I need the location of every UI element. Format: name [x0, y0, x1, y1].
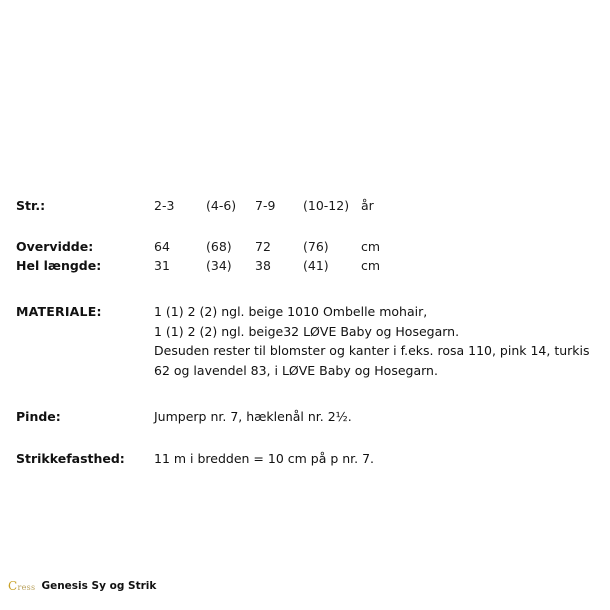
material-line-1: 1 (1) 2 (2) ngl. beige 1010 Ombelle mohair,	[154, 304, 428, 319]
measurement-label-length: Hel længde:	[16, 258, 102, 273]
brand-logo-initial: C	[8, 579, 18, 593]
size-label: Str.:	[16, 198, 46, 213]
needles-row	[16, 407, 594, 427]
gauge-row	[16, 449, 594, 469]
brand-logo-icon	[8, 579, 36, 593]
needles-label: Pinde:	[16, 409, 61, 424]
gauge-text: 11 m i bredden = 10 cm på p nr. 7.	[154, 450, 375, 466]
measurement-values-length	[154, 256, 594, 275]
chest-value-4: (76)	[303, 239, 329, 254]
material-line-4: 62 og lavendel 83, i LØVE Baby og Hosegarn.	[154, 362, 438, 378]
pattern-spec-table	[16, 196, 594, 468]
brand-logo-mark: ress	[17, 583, 36, 592]
size-value-1: 2-3	[154, 198, 175, 213]
material-line-3: Desuden rester til blomster og kanter i f.eks. rosa 110, pink 14, turkis	[154, 343, 590, 358]
size-values	[154, 196, 594, 215]
chest-unit: cm	[361, 239, 381, 254]
needles-text: Jumperp nr. 7, hæklenål nr. 2½.	[154, 409, 352, 424]
gauge-text-wrap	[154, 449, 594, 469]
material-label: MATERIALE:	[16, 304, 102, 319]
size-value-4: (10-12)	[303, 198, 350, 213]
material-text	[154, 302, 594, 380]
needles-text-wrap	[154, 407, 594, 427]
length-value-4: (41)	[303, 258, 329, 273]
spacer-after-needles	[16, 427, 594, 449]
spacer-after-measurements	[16, 275, 594, 302]
size-row	[16, 196, 594, 215]
chest-value-1: 64	[154, 239, 170, 254]
measurement-row-length	[16, 256, 594, 275]
footer-brand-text: Genesis Sy og Strik	[41, 580, 157, 592]
length-value-3: 38	[255, 258, 271, 273]
measurement-values-chest	[154, 237, 594, 256]
footer	[8, 580, 156, 592]
spacer-after-size	[16, 215, 594, 237]
chest-value-3: 72	[255, 239, 271, 254]
size-value-3: 7-9	[255, 198, 276, 213]
length-value-2: (34)	[206, 258, 232, 273]
size-value-2: (4-6)	[206, 198, 237, 213]
chest-value-2: (68)	[206, 239, 232, 254]
gauge-label: Strikkefasthed:	[16, 450, 125, 466]
spacer-after-material	[16, 380, 594, 407]
measurement-label-chest: Overvidde:	[16, 239, 94, 254]
material-line-2: 1 (1) 2 (2) ngl. beige32 LØVE Baby og Hosegarn.	[154, 323, 460, 339]
length-value-1: 31	[154, 258, 170, 273]
length-unit: cm	[361, 258, 381, 273]
material-row	[16, 302, 594, 380]
size-unit: år	[361, 198, 374, 213]
measurement-row-chest	[16, 237, 594, 256]
